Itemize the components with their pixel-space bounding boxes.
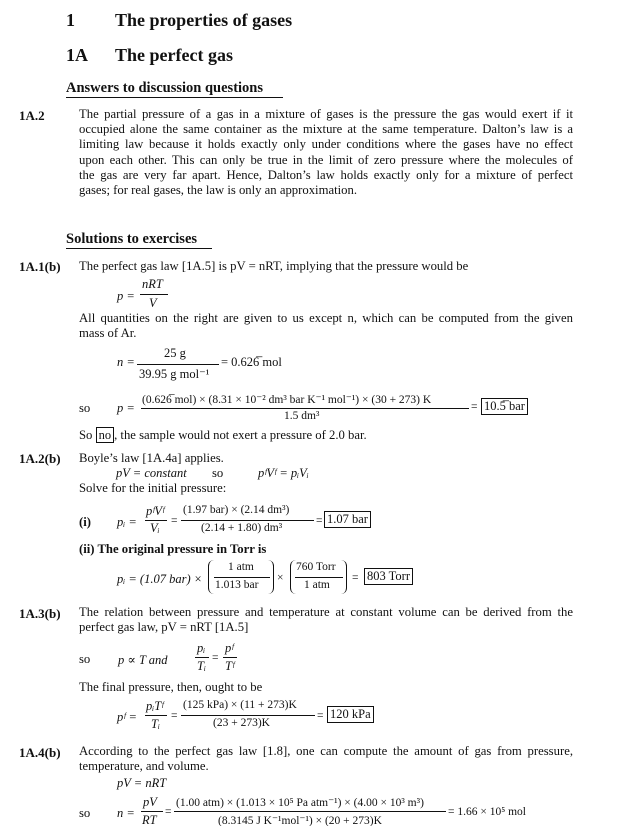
ex3-line: The relation between pressure and temperature at constant volume can be derived from the: [79, 605, 573, 619]
ex1-p-den: 1.5 dm³: [284, 410, 320, 422]
ex3-pf-num: (125 kPa) × (11 + 273)K: [183, 699, 297, 711]
fraction-bar: [181, 520, 314, 521]
ex2-result-box-1: 1.07 bar: [324, 511, 371, 528]
ex1-p-eq: =: [471, 401, 478, 413]
equals-sign: =: [212, 652, 219, 664]
ex1-so: so: [79, 401, 91, 415]
ex4-n-frac-num: pV: [143, 795, 157, 809]
ex1-conclusion: [79, 428, 367, 443]
equals-sign: =: [352, 572, 359, 584]
equals-sign: =: [171, 710, 178, 722]
ex2-pi-lhs: pᵢ =: [117, 515, 137, 529]
ex3-pf-frac-num: pᵢTᶠ: [146, 699, 164, 713]
equals-sign: =: [316, 515, 323, 527]
fraction-bar: [137, 364, 219, 365]
ex1-n-den: 39.95 g mol⁻¹: [139, 367, 210, 381]
right-paren: [268, 560, 274, 594]
equals-sign: =: [165, 806, 172, 818]
ex2-f1-num: 1 atm: [228, 561, 254, 573]
ex1-eq-den: V: [149, 296, 157, 310]
ex2-f1-den: 1.013 bar: [215, 579, 259, 591]
ex2-times: ×: [277, 572, 284, 584]
label-1A4b: 1A.4(b): [19, 745, 61, 760]
ex2-intro: Boyle’s law [1A.4a] applies.: [79, 451, 224, 465]
ex2-law2: pᶠVᶠ = pᵢVᵢ: [258, 466, 309, 480]
ex1-paragraph: [79, 311, 573, 341]
solutions-heading: Solutions to exercises: [66, 231, 198, 247]
solutions-underline: [66, 248, 212, 249]
ex2-torr-lhs: pᵢ = (1.07 bar) ×: [117, 572, 203, 586]
ex2-pi-num: (1.97 bar) × (2.14 dm³): [183, 504, 290, 516]
ex3-so: so: [79, 652, 91, 666]
ex4-law: pV = nRT: [117, 776, 167, 790]
ex1-intro: The perfect gas law [1A.5] is pV = nRT, implying that the pressure would be: [79, 259, 469, 273]
ex1-concl-pre: So: [79, 428, 93, 442]
ex3-final: The final pressure, then, ought to be: [79, 680, 263, 694]
discussion-line: the gas are very far apart. Hence, Dalton’s law holds exactly only for a mixture of perfect: [79, 167, 573, 182]
ex3-line: perfect gas law, pV = nRT [1A.5]: [79, 620, 249, 635]
ex2-part-i: (i): [79, 515, 91, 529]
fraction-bar: [145, 715, 167, 716]
ex2-f2-num: 760 Torr: [296, 561, 336, 573]
ex1-concl-post: , the sample would not exert a pressure of 2.0 bar.: [114, 428, 367, 442]
ex4-n-num: (1.00 atm) × (1.013 × 10⁵ Pa atm⁻¹) × (4.00 × 10³ m³): [176, 797, 424, 809]
ex2-so: so: [212, 466, 224, 480]
ex2-pi-den: (2.14 + 1.80) dm³: [201, 522, 283, 534]
ex3-prop: p ∝ T and: [118, 653, 168, 667]
ex4-n-lhs: n =: [117, 806, 135, 820]
ex4-so: so: [79, 806, 91, 820]
discussion-heading: Answers to discussion questions: [66, 80, 264, 96]
ex4-line: temperature, and volume.: [79, 759, 209, 774]
right-paren: [341, 560, 347, 594]
ex2-law: pV = constant: [116, 466, 187, 480]
label-1A3b: 1A.3(b): [19, 606, 61, 621]
ex2-pi-frac-den: Vᵢ: [150, 521, 160, 535]
label-1A2: 1A.2: [19, 108, 45, 123]
fraction-bar: [295, 577, 343, 578]
ex1-eq-p: p =: [117, 289, 135, 303]
discussion-paragraph: [79, 107, 573, 198]
ex2-part-ii: (ii) The original pressure in Torr is: [79, 542, 267, 556]
fraction-bar: [214, 577, 270, 578]
equals-sign: =: [317, 710, 324, 722]
fraction-bar: [195, 657, 209, 658]
label-1A1b: 1A.1(b): [19, 259, 61, 274]
ex1-result-box: 10.5̅ bar: [481, 398, 528, 415]
ex4-paragraph: [79, 744, 573, 774]
ex3-f-num2: pᶠ: [225, 641, 234, 655]
fraction-bar: [141, 811, 163, 812]
ex2-pi-frac-num: pᶠVᶠ: [146, 504, 165, 518]
ex1-line: mass of Ar.: [79, 326, 137, 341]
equals-sign: =: [171, 515, 178, 527]
ex3-f-den1: Tᵢ: [197, 659, 206, 673]
discussion-line: gases; for real gases, the law is only an approximation.: [79, 183, 357, 198]
fraction-bar: [181, 715, 315, 716]
ex2-solve: Solve for the initial pressure:: [79, 481, 227, 495]
ex4-line: According to the perfect gas law [1.8], one can compute the amount of gas from pressure,: [79, 744, 573, 758]
ex4-n-den: (8.3145 J K⁻¹mol⁻¹) × (20 + 273)K: [218, 815, 382, 826]
discussion-line: upon each other. This can only be true in the limit of zero pressure where the molecules of: [79, 152, 573, 167]
ex3-pf-den: (23 + 273)K: [213, 717, 270, 729]
ex2-result-box-2: 803 Torr: [364, 568, 413, 585]
ex4-n-frac-den: RT: [142, 813, 157, 826]
heading-underline: [66, 97, 283, 98]
ex3-f-num1: pᵢ: [197, 641, 206, 655]
fraction-bar: [223, 657, 237, 658]
ex1-line: All quantities on the right are given to us except n, which can be computed from the given: [79, 311, 573, 325]
fraction-bar: [140, 294, 168, 295]
ex4-n-result: = 1.66 × 10⁵ mol: [448, 806, 526, 818]
ex3-paragraph: [79, 605, 573, 635]
ex3-pf-lhs: pᶠ =: [117, 710, 137, 724]
discussion-line: occupied alone the same container as the mixture at the same temperature. Dalton’s law is a: [79, 122, 573, 137]
ex1-n-result: = 0.626̅ mol: [221, 355, 282, 369]
fraction-bar: [141, 408, 469, 409]
ex1-n-lhs: n =: [117, 355, 135, 369]
topic-number: 1A: [66, 45, 88, 65]
chapter-title: The properties of gases: [115, 10, 293, 30]
ex1-eq-num: nRT: [142, 277, 163, 291]
ex1-p-num: (0.626̅ mol) × (8.31 × 10⁻² dm³ bar K⁻¹ mol⁻¹) × (30 + 273) K: [142, 394, 432, 406]
topic-title: The perfect gas: [115, 45, 233, 65]
ex1-concl-box: no: [96, 427, 115, 443]
discussion-line: limiting law because it holds exactly only under conditions where the gases have no effect: [79, 137, 573, 152]
chapter-number: 1: [66, 10, 75, 30]
discussion-line: The partial pressure of a gas in a mixture of gases is the pressure the gas would exert if it: [79, 107, 573, 121]
label-1A2b: 1A.2(b): [19, 451, 61, 466]
ex3-f-den2: Tᶠ: [225, 659, 235, 673]
ex3-result-box: 120 kPa: [327, 706, 374, 723]
fraction-bar: [174, 811, 446, 812]
ex2-f2-den: 1 atm: [304, 579, 330, 591]
ex1-n-num: 25 g: [164, 346, 186, 360]
ex3-pf-frac-den: Tᵢ: [151, 717, 160, 731]
ex1-p-lhs: p =: [117, 401, 135, 415]
